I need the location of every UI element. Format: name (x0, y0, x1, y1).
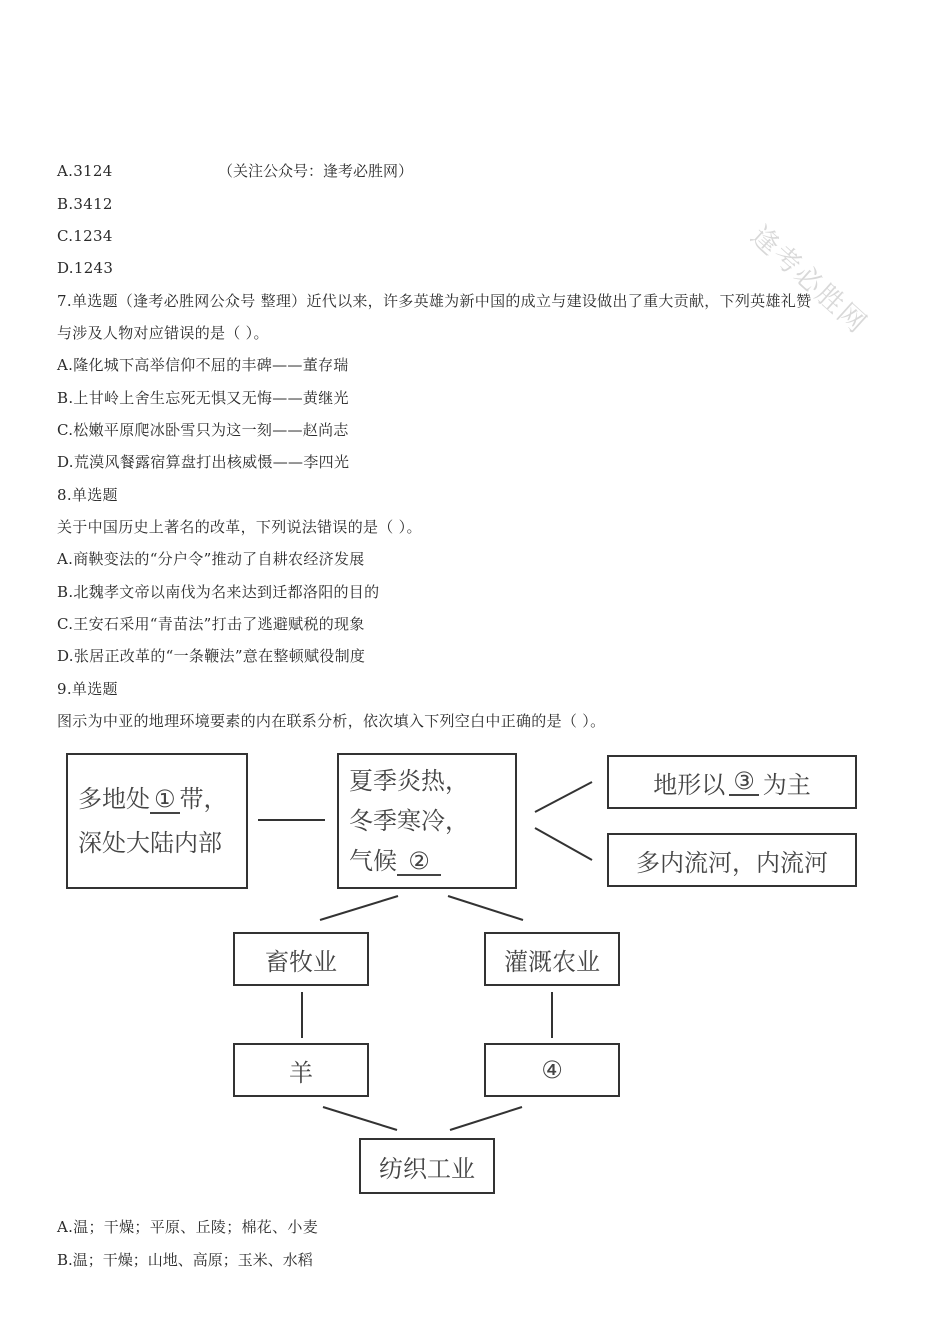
q7-stem-line2: 与涉及人物对应错误的是（ ）。 (57, 324, 269, 342)
connector-7-9 (323, 1107, 397, 1130)
diagram-box-irrigation (484, 932, 620, 986)
connector-2-6 (448, 896, 523, 920)
q7-option-d: D.荒漠风餐露宿算盘打出核威慑——李四光 (57, 453, 350, 471)
diagram-box-rivers (607, 833, 857, 887)
option-b-top: B.3412 (57, 195, 113, 213)
box6-text: 灌溉农业 (504, 947, 600, 976)
box2-line1: 夏季炎热， (349, 767, 469, 795)
option-d-top: D.1243 (57, 259, 114, 277)
q9-stem: 图示为中亚的地理环境要素的内在联系分析，依次填入下列空白中正确的是（ ）。 (57, 712, 606, 730)
q9-type: 9.单选题 (57, 680, 118, 698)
box2-line2: 冬季寒冷， (349, 807, 469, 835)
q7-option-a: A.隆化城下高举信仰不屈的丰碑——董存瑞 (57, 356, 349, 374)
option-c-top: C.1234 (57, 227, 113, 245)
q7-option-c: C.松嫩平原爬冰卧雪只为这一刻——赵尚志 (57, 421, 349, 439)
box3-pre: 地形以 (653, 770, 726, 799)
q9-option-b-cropped: B.温；干燥；山地、高原；玉米、水稻 (57, 1251, 313, 1269)
connector-2-4 (535, 828, 592, 860)
diagram-box-climate (337, 753, 517, 889)
note: （关注公众号：逢考必胜网） (218, 162, 414, 180)
connector-8-9 (450, 1107, 522, 1130)
diagram-box-location (66, 753, 248, 889)
q7-stem-line1: 7.单选题（逢考必胜网公众号 整理）近代以来，许多英雄为新中国的成立与建设做出了重大贡献，下列英雄礼赞 (57, 292, 812, 310)
box3-blank: ③ (729, 768, 759, 796)
diagram-box-sheep (233, 1043, 369, 1097)
watermark: 逢考必胜网 (744, 220, 874, 341)
box1-blank: ① (150, 786, 180, 814)
box7-text: 羊 (289, 1058, 313, 1087)
box1-post: 带， (179, 785, 228, 813)
q8-stem: 关于中国历史上著名的改革，下列说法错误的是（ ）。 (57, 518, 422, 536)
diagram-box-crop (484, 1043, 620, 1097)
q8-option-d: D.张居正改革的“一条鞭法”意在整顿赋役制度 (57, 647, 366, 665)
box8-text: ④ (541, 1056, 563, 1084)
q9-option-a: A.温；干燥；平原、丘陵；棉花、小麦 (57, 1218, 319, 1236)
box2-pre: 气候 (349, 847, 397, 875)
diagram-box-textile (359, 1138, 495, 1194)
box5-text: 畜牧业 (265, 947, 337, 976)
q8-option-c: C.王安石采用“青苗法”打击了逃避赋税的现象 (57, 615, 365, 633)
diagram-box-terrain (607, 755, 857, 809)
box1-line2: 深处大陆内部 (78, 829, 222, 857)
box9-text: 纺织工业 (379, 1154, 475, 1183)
box4-text: 多内流河，内流河 (636, 848, 828, 877)
connector-2-3 (535, 782, 592, 812)
diagram-box-animal-husbandry (233, 932, 369, 986)
option-a-top: A.3124 (57, 162, 113, 180)
q8-option-b: B.北魏孝文帝以南伐为名来达到迁都洛阳的目的 (57, 583, 380, 601)
box1-pre: 多地处 (78, 785, 150, 813)
connector-2-5 (320, 896, 398, 920)
q8-option-a: A.商鞅变法的“分户令”推动了自耕农经济发展 (57, 550, 365, 568)
q8-type: 8.单选题 (57, 486, 118, 504)
box2-blank: ② (397, 848, 441, 876)
box3-post: 为主 (762, 770, 811, 799)
q7-option-b: B.上甘岭上舍生忘死无惧又无悔——黄继光 (57, 389, 349, 407)
